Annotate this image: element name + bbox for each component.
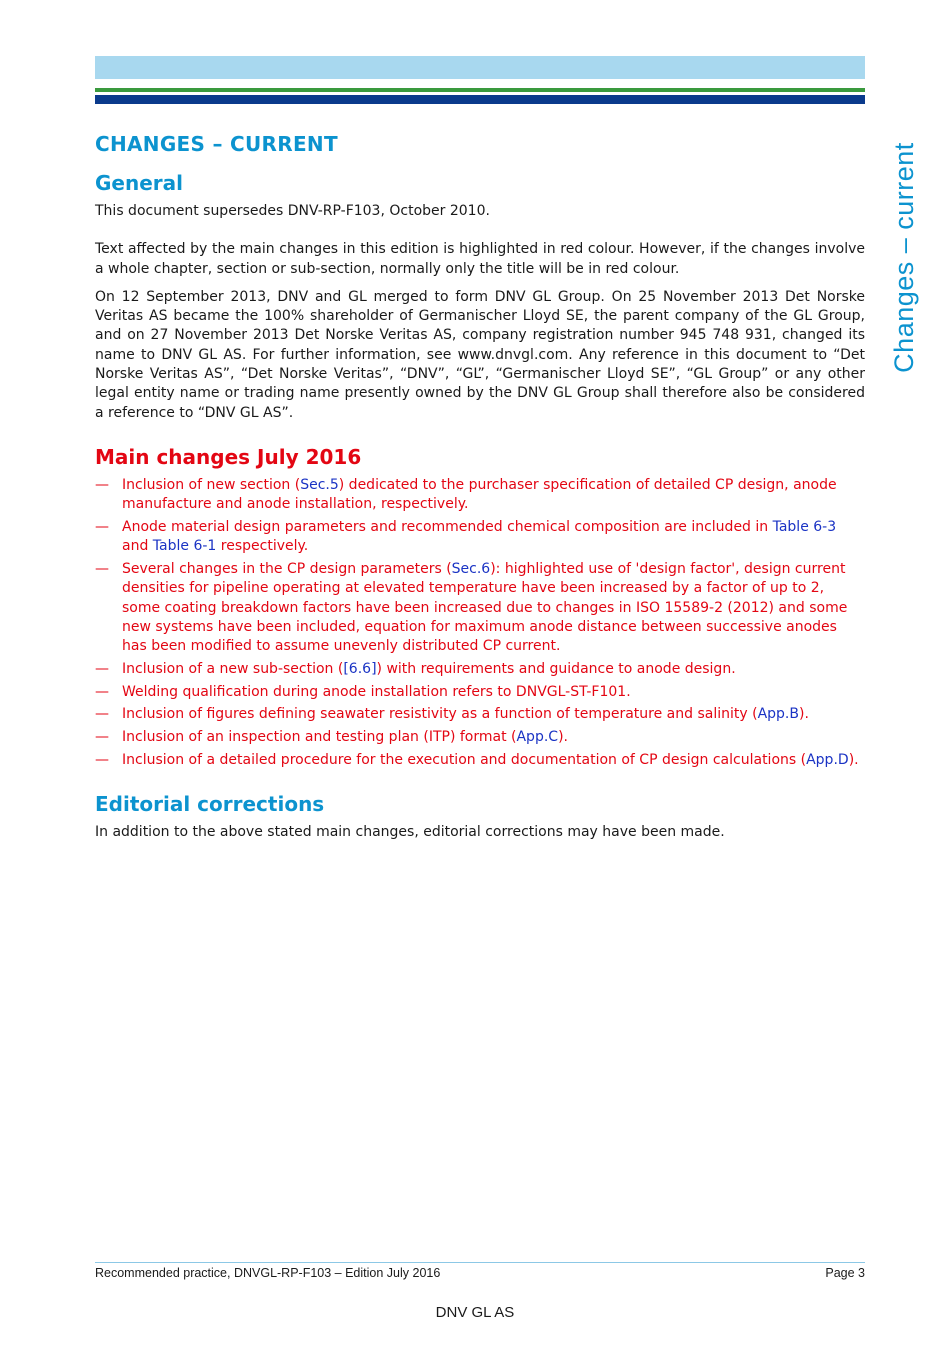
list-item — [95, 683, 865, 702]
list-item — [95, 728, 865, 747]
list-item — [95, 705, 865, 724]
company-name: DNV GL AS — [435, 1304, 515, 1321]
page-content — [95, 132, 865, 842]
dash-bullet: — — [95, 683, 109, 700]
appendix-link[interactable]: App.D — [806, 751, 849, 768]
dash-bullet: — — [95, 518, 109, 535]
section-link[interactable]: Sec.6 — [451, 560, 491, 577]
item-text: Anode material design parameters and recommended chemical composition are included in — [122, 518, 773, 535]
list-item — [95, 518, 865, 557]
item-text: ): highlighted use of 'design factor', design current densities for pipeline operating at elevated temperature have been increased by a factor of up to 2, some coating breakdown factors have been increased due to changes in ISO 15589-2 (2012) and some new systems have been included, equation for maximum anode distance between successive anodes has been modified to assume unevenly distributed CP current. — [122, 560, 848, 655]
general-paragraph-2: Text affected by the main changes in this edition is highlighted in red colour. However, if the changes involve a whole chapter, section or sub-section, normally only the title will be in red colour. — [95, 241, 865, 277]
main-changes-heading: Main changes July 2016 — [95, 444, 362, 469]
general-paragraph-3: On 12 September 2013, DNV and GL merged to form DNV GL Group. On 25 November 2013 Det Norske Veritas AS became the 100% shareholder of Germanischer Lloyd SE, the parent company of the GL Group, and on 27 November 2013 Det Norske Veritas AS, company registration number 945 748 931, changed its name to DNV GL AS. For further information, see www.dnvgl.com. Any reference in this document to “Det Norske Veritas AS”, “Det Norske Veritas”, “DNV”, “GL”, “Germanischer Lloyd SE”, “GL Group” or any other legal entity name or trading name presently owned by the DNV GL Group shall therefore also be considered a reference to “DNV GL AS”. — [95, 288, 865, 421]
editorial-paragraph: In addition to the above stated main changes, editorial corrections may have been made. — [95, 823, 725, 840]
dash-bullet: — — [95, 476, 109, 493]
editorial-heading: Editorial corrections — [95, 791, 325, 816]
general-heading: General — [95, 171, 183, 195]
appendix-link[interactable]: App.B — [757, 706, 799, 723]
table-link[interactable]: Table 6-1 — [152, 538, 217, 555]
item-text: ). — [558, 728, 568, 745]
page-title: CHANGES – CURRENT — [95, 132, 338, 156]
main-changes-list — [95, 476, 865, 770]
footer-divider — [95, 1262, 865, 1263]
header-band-green — [95, 88, 865, 92]
list-item — [95, 476, 865, 515]
dash-bullet: — — [95, 706, 109, 723]
header-band-light — [95, 56, 865, 79]
item-text: Inclusion of a detailed procedure for the execution and documentation of CP design calculations ( — [122, 751, 807, 768]
dash-bullet: — — [95, 751, 109, 768]
item-text: Inclusion of an inspection and testing plan (ITP) format ( — [122, 728, 517, 745]
page-number: Page 3 — [825, 1266, 865, 1280]
footer-document-info: Recommended practice, DNVGL-RP-F103 – Edition July 2016 — [95, 1266, 441, 1280]
side-tab — [886, 140, 922, 375]
item-text: ) dedicated to the purchaser specification of detailed CP design, anode manufacture and anode installation, respectively. — [122, 476, 837, 513]
item-text: ). — [848, 751, 859, 768]
subsection-link[interactable]: [6.6] — [343, 660, 377, 677]
header-band-blue — [95, 95, 865, 104]
dash-bullet: — — [95, 728, 109, 745]
dash-bullet: — — [95, 560, 109, 577]
item-text: Several changes in the CP design parameters ( — [122, 560, 452, 577]
item-text: Inclusion of a new sub-section ( — [122, 660, 344, 677]
list-item — [95, 751, 865, 770]
item-text: Inclusion of new section ( — [122, 476, 301, 493]
item-text: ). — [798, 706, 809, 723]
general-paragraph-1: This document supersedes DNV-RP-F103, October 2010. — [95, 203, 490, 219]
list-item — [95, 660, 865, 679]
item-text: and — [122, 538, 153, 555]
item-text: respectively. — [216, 538, 309, 555]
table-link[interactable]: Table 6-3 — [772, 518, 837, 535]
item-text: Welding qualification during anode installation refers to DNVGL-ST-F101. — [122, 683, 631, 700]
item-text: ) with requirements and guidance to anode design. — [376, 660, 736, 677]
side-tab-label: Changes – current — [888, 142, 919, 373]
item-text: Inclusion of figures defining seawater resistivity as a function of temperature and salinity ( — [122, 706, 758, 723]
list-item — [95, 560, 865, 656]
dash-bullet: — — [95, 660, 109, 677]
appendix-link[interactable]: App.C — [516, 728, 559, 745]
section-link[interactable]: Sec.5 — [300, 476, 339, 493]
